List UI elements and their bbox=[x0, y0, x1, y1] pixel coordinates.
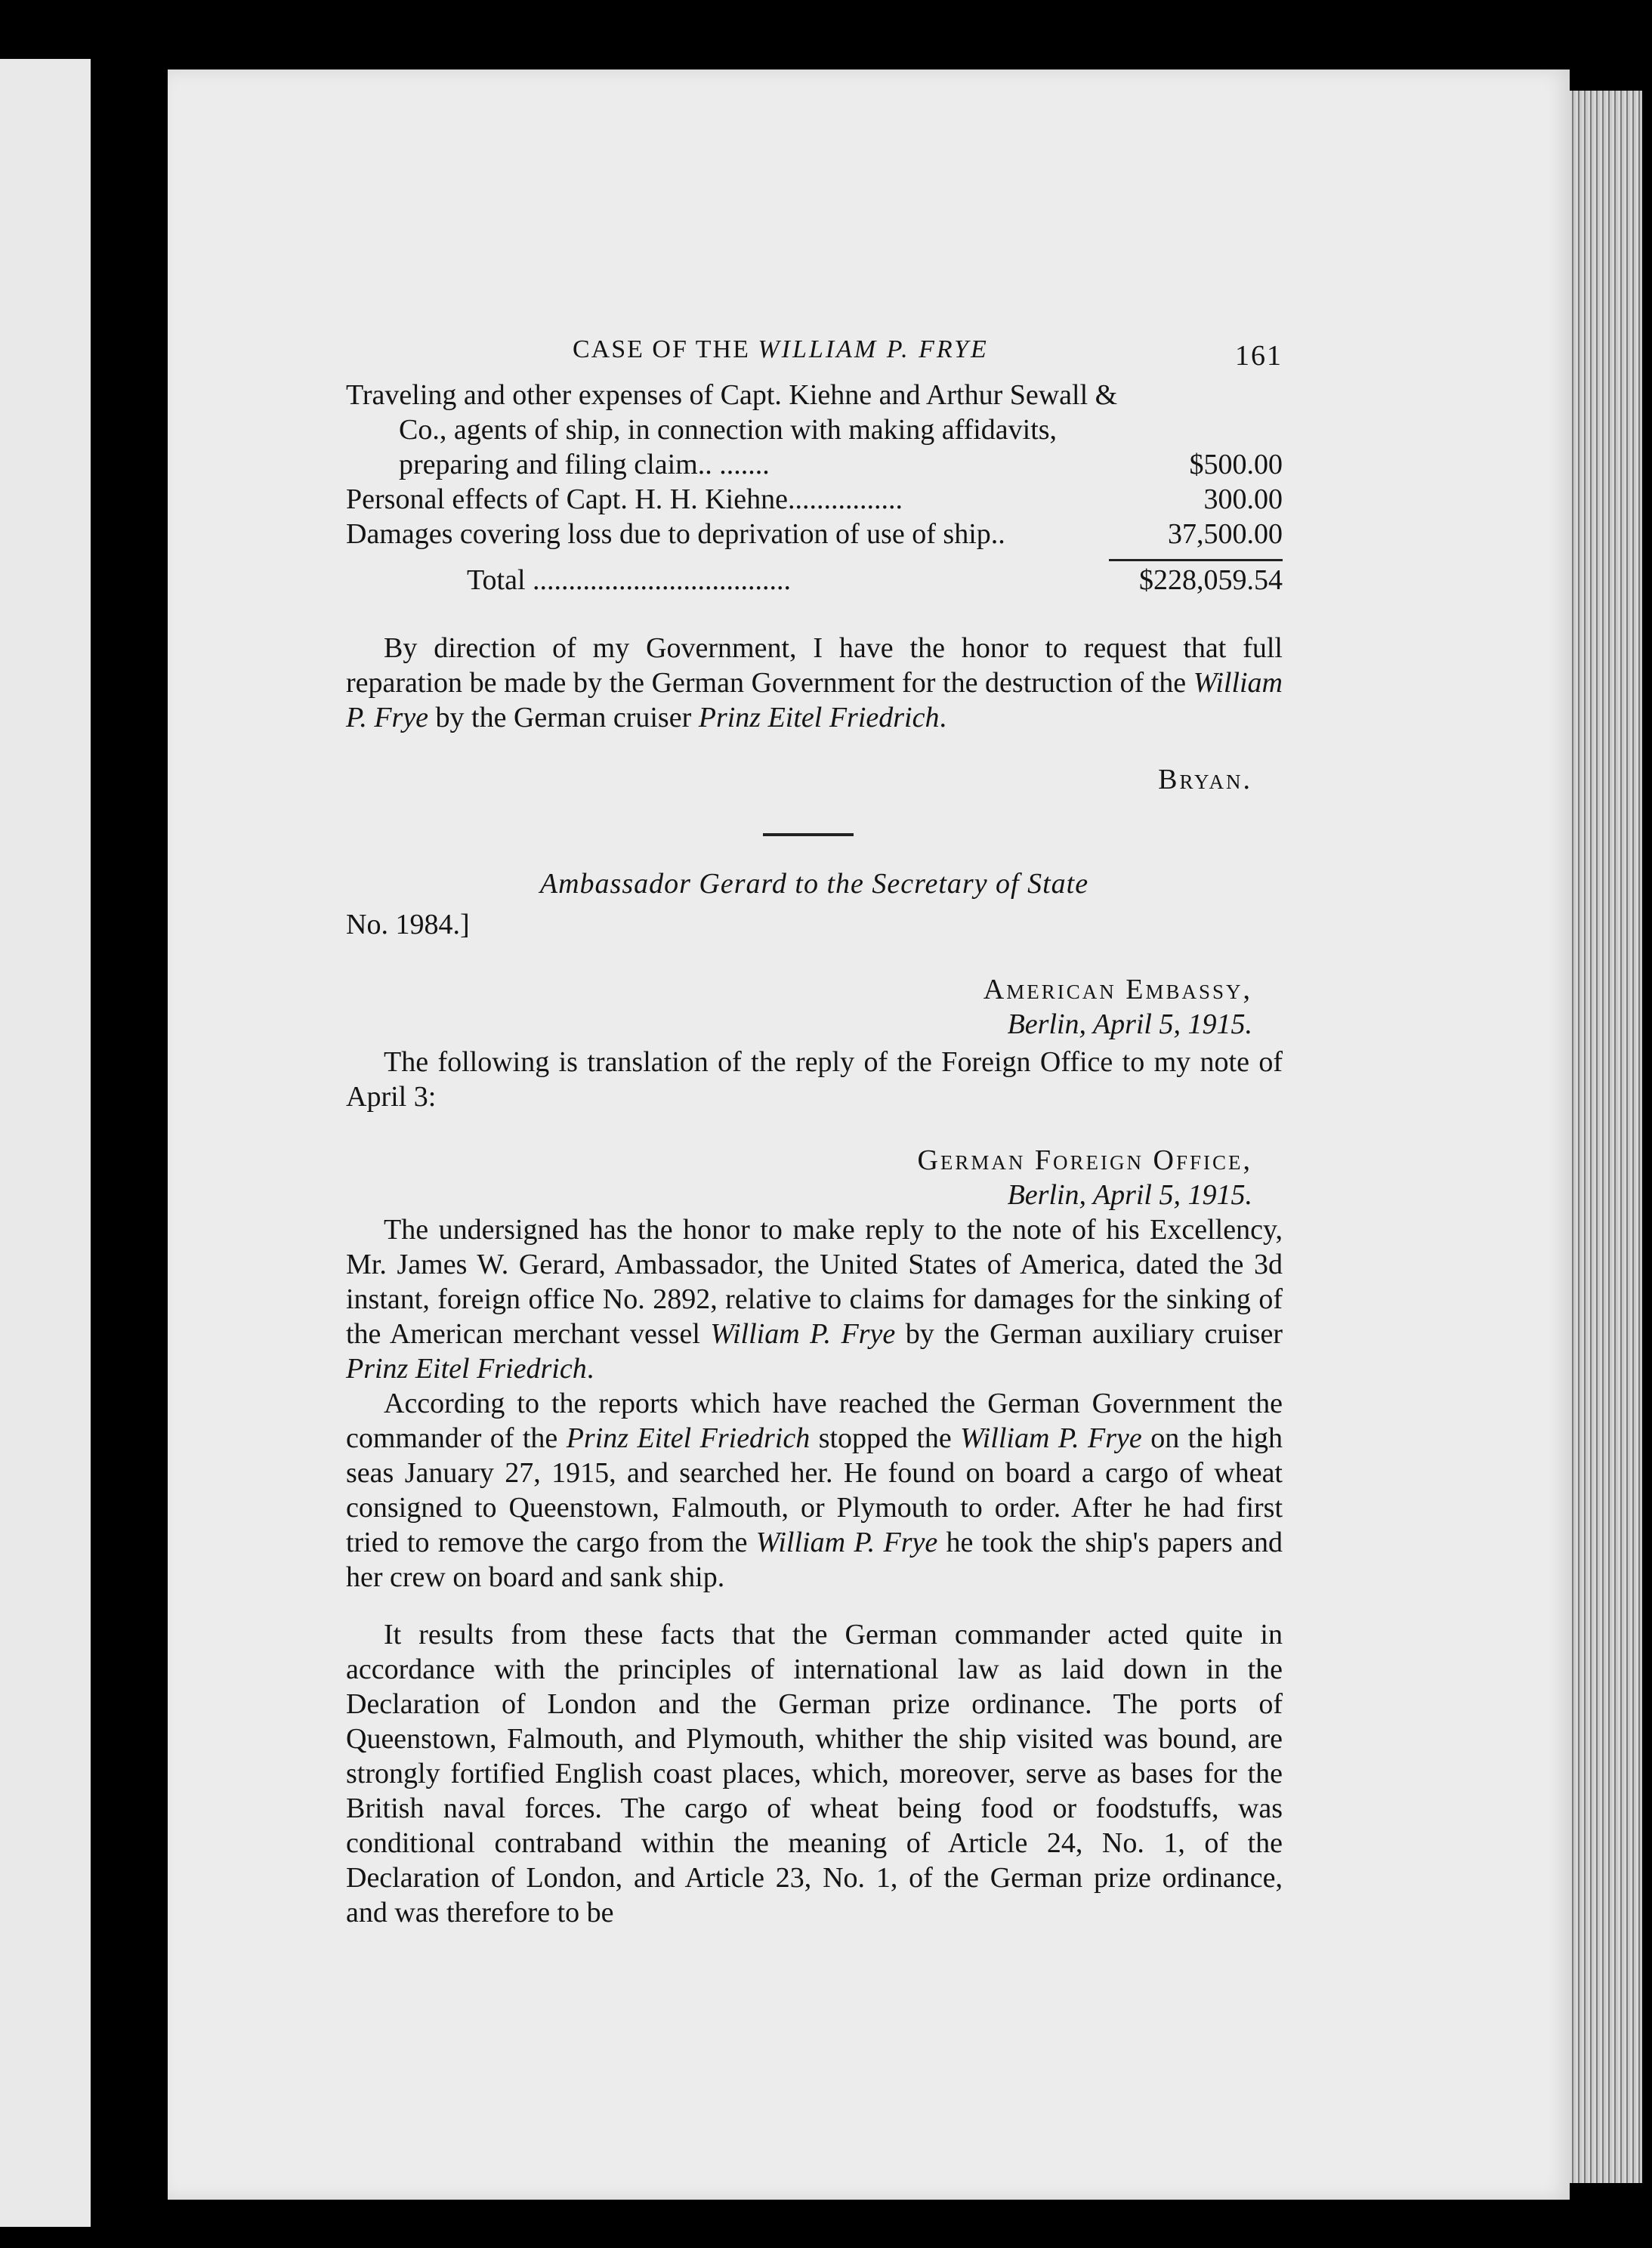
running-head-title: CASE OF THE WILLIAM P. FRYE bbox=[573, 335, 989, 363]
section-divider bbox=[763, 833, 854, 836]
foreign-office-place: German Foreign Office, bbox=[917, 1144, 1252, 1176]
enclosure-paragraph-1: The undersigned has the honor to make reply to the note of his Excellency, Mr. James W. Gerard, Ambassador, the United States of America, dated the 3d instant, foreign office No. 2892, relative to claims for damages for the sinking of the American merchant vessel William P. Frye by the German auxiliary cruiser Prinz Eitel Friedrich. bbox=[346, 1214, 1283, 1385]
document-number: No. 1984.] bbox=[346, 909, 470, 940]
total-amount: $228,059.54 bbox=[1139, 564, 1283, 596]
page-number: 161 bbox=[1235, 340, 1283, 372]
embassy-date: Berlin, April 5, 1915. bbox=[1007, 1008, 1252, 1040]
intro-paragraph: The following is translation of the reply of the Foreign Office to my note of April 3: bbox=[346, 1046, 1283, 1113]
claim-row bbox=[346, 517, 1283, 551]
total-row bbox=[346, 563, 1283, 598]
claim-description: Damages covering loss due to deprivation of use of ship.. bbox=[346, 518, 1005, 550]
enclosure-paragraph-2: According to the reports which have reached the German Government the commander of the Prinz Eitel Friedrich stopped the William P. Frye on the high seas January 27, 1915, and searched her. He found on board a cargo of wheat consigned to Queenstown, Falmouth, or Plymouth to order. After he had first tried to remove the cargo from the William P. Frye he took the ship's papers and her crew on board and sank ship. bbox=[346, 1388, 1283, 1593]
claim-description: Traveling and other expenses of Capt. Kiehne and Arthur Sewall & Co., agents of ship, in connection with making affidavits, preparing and filing claim.. ....... bbox=[346, 379, 1118, 480]
claim-amount: 37,500.00 bbox=[1168, 518, 1283, 550]
embassy-place: American Embassy, bbox=[983, 974, 1252, 1005]
foreign-office-date: Berlin, April 5, 1915. bbox=[1007, 1179, 1252, 1211]
claim-amount: $500.00 bbox=[1189, 449, 1283, 480]
total-rule bbox=[1109, 559, 1283, 561]
total-label: Total .................................... bbox=[467, 564, 792, 596]
running-head bbox=[346, 332, 1283, 378]
document-heading: Ambassador Gerard to the Secretary of State bbox=[539, 868, 1089, 900]
page-content bbox=[346, 332, 1283, 1930]
claims-table bbox=[346, 378, 1283, 598]
signature: Bryan. bbox=[1158, 764, 1252, 795]
claim-amount: 300.00 bbox=[1203, 483, 1283, 515]
facing-page-edge bbox=[0, 59, 91, 2227]
enclosure-paragraph-3: It results from these facts that the German commander acted quite in accordance with the principles of international law as laid down in the Declaration of London and the German prize ordinance. The ports of Queenstown, Falmouth, and Plymouth, whither the ship visited was bound, are strongly fortified English coast places, which, moreover, serve as bases for the British naval forces. The cargo of wheat being food or foodstuffs, was conditional contraband within the meaning of Article 24, No. 1, of the Declaration of London, and Article 23, No. 1, of the German prize ordinance, and was therefore to be bbox=[346, 1619, 1283, 1928]
letter-body: By direction of my Government, I have the honor to request that full reparation be made by the German Government for the destruction of the William P. Frye by the German cruiser Prinz Eitel Friedrich. bbox=[346, 632, 1283, 733]
claim-row bbox=[346, 378, 1283, 482]
claim-description: Personal effects of Capt. H. H. Kiehne................ bbox=[346, 483, 903, 515]
claim-row bbox=[346, 482, 1283, 517]
page-stack-edge bbox=[1570, 91, 1642, 2183]
